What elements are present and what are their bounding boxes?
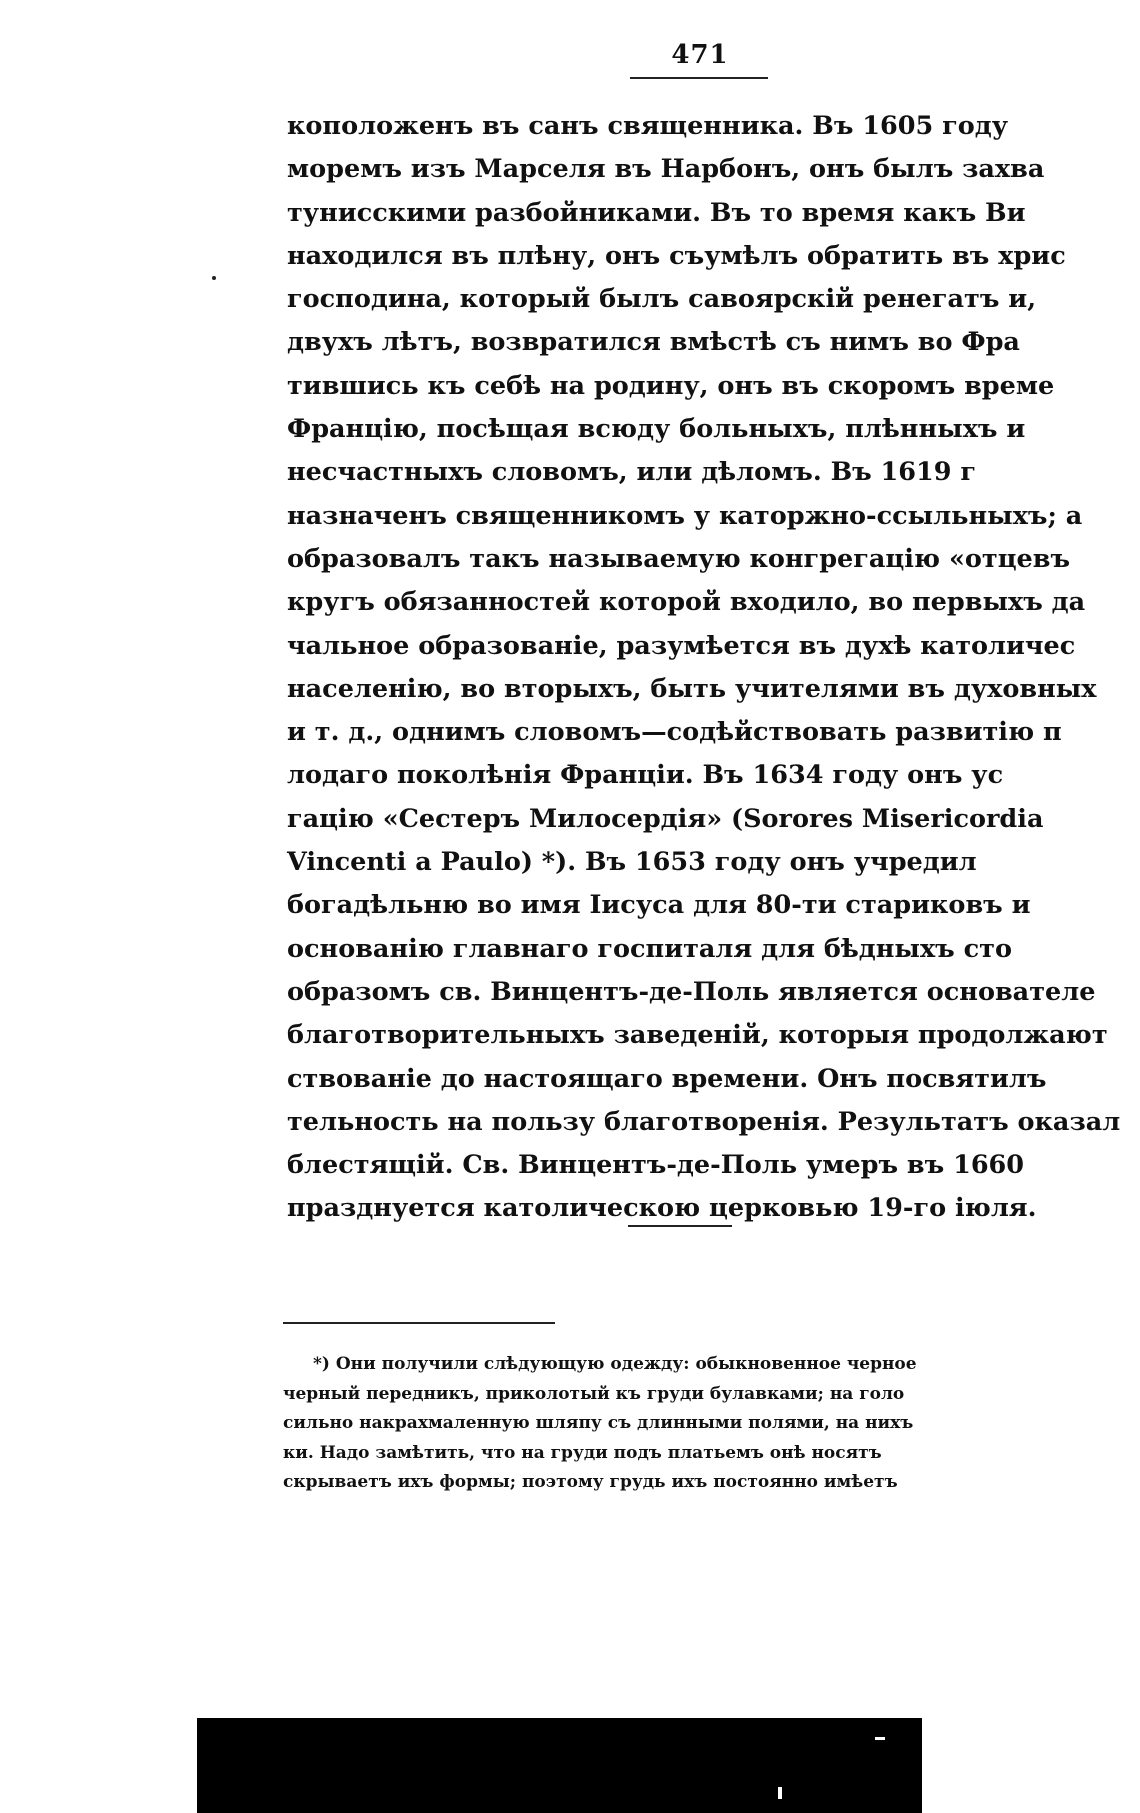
footnote-line: черный передникъ, приколотый къ груди булавками; на голо [283, 1383, 905, 1404]
text-line: чальное образованіе, разумѣется въ духѣ католичес [287, 630, 1076, 661]
text-line: лодаго поколѣнія Франціи. Въ 1634 году онъ ус [287, 760, 1004, 791]
footnote [283, 1350, 926, 1498]
text-line: Францію, посѣщая всюду больныхъ, плѣнныхъ и [287, 414, 1026, 445]
stray-dot [212, 276, 216, 280]
text-line: двухъ лѣтъ, возвратился вмѣстѣ съ нимъ во Фра [287, 327, 1020, 358]
text-line: блестящій. Св. Винцентъ-де-Поль умеръ въ 1660 [287, 1150, 1025, 1181]
scan-tick [875, 1737, 885, 1740]
text-line: господина, который былъ савоярскій ренегатъ и, [287, 284, 1037, 315]
footnote-line: ки. Надо замѣтить, что на груди подъ платьемъ онѣ носятъ [283, 1442, 882, 1463]
text-line: тельность на пользу благотворенія. Результатъ оказал [287, 1106, 1121, 1137]
text-line: и т. д., однимъ словомъ—содѣйствовать развитію п [287, 717, 1062, 748]
text-line: благотворительныхъ заведеній, которыя продолжают [287, 1020, 1108, 1051]
text-line: несчастныхъ словомъ, или дѣломъ. Въ 1619 г [287, 457, 977, 488]
text-line: Vincenti a Paulo) *). Въ 1653 году онъ учредил [287, 847, 977, 878]
text-line: тунисскими разбойниками. Въ то время какъ Ви [287, 197, 1026, 228]
scan-edge-band [197, 1718, 922, 1813]
text-line: моремъ изъ Марселя въ Нарбонъ, онъ былъ захва [287, 154, 1045, 185]
page-number: 471 [671, 40, 729, 70]
text-line: ствованіе до настоящаго времени. Онъ посвятилъ [287, 1063, 1047, 1094]
text-line: тившись къ себѣ на родину, онъ въ скоромъ време [287, 370, 1055, 401]
footnote-rule [283, 1322, 555, 1324]
text-line: коположенъ въ санъ священника. Въ 1605 году [287, 111, 1009, 141]
text-line: находился въ плѣну, онъ съумѣлъ обратить въ хрис [287, 240, 1066, 271]
footnote-line: *) Они получили слѣдующую одежду: обыкновенное черное [313, 1354, 917, 1374]
scan-speck [778, 1787, 782, 1799]
section-rule [628, 1225, 732, 1227]
text-line: празднуется католическою церковью 19-го іюля. [287, 1193, 1037, 1224]
text-line: образовалъ такъ называемую конгрегацію «отцевъ [287, 543, 1071, 574]
text-line: основанію главнаго госпиталя для бѣдныхъ сто [287, 933, 1012, 964]
text-line: назначенъ священникомъ у каторжно-ссыльныхъ; а [287, 500, 1083, 531]
footnote-line: скрываетъ ихъ формы; поэтому грудь ихъ постоянно имѣетъ [283, 1472, 898, 1492]
footnote-line: сильно накрахмаленную шляпу съ длинными полями, на нихъ [283, 1413, 914, 1433]
main-text [287, 105, 1121, 1231]
text-line: кругъ обязанностей которой входило, во первыхъ да [287, 587, 1086, 618]
page-number-rule [630, 77, 768, 79]
text-line: гацію «Сестеръ Милосердія» (Sorores Misericordia [287, 803, 1044, 834]
text-line: богадѣльню во имя Іисуса для 80-ти стариковъ и [287, 890, 1031, 921]
text-line: образомъ св. Винцентъ-де-Поль является основателе [287, 976, 1096, 1007]
text-line: населенію, во вторыхъ, быть учителями въ духовных [287, 673, 1097, 704]
